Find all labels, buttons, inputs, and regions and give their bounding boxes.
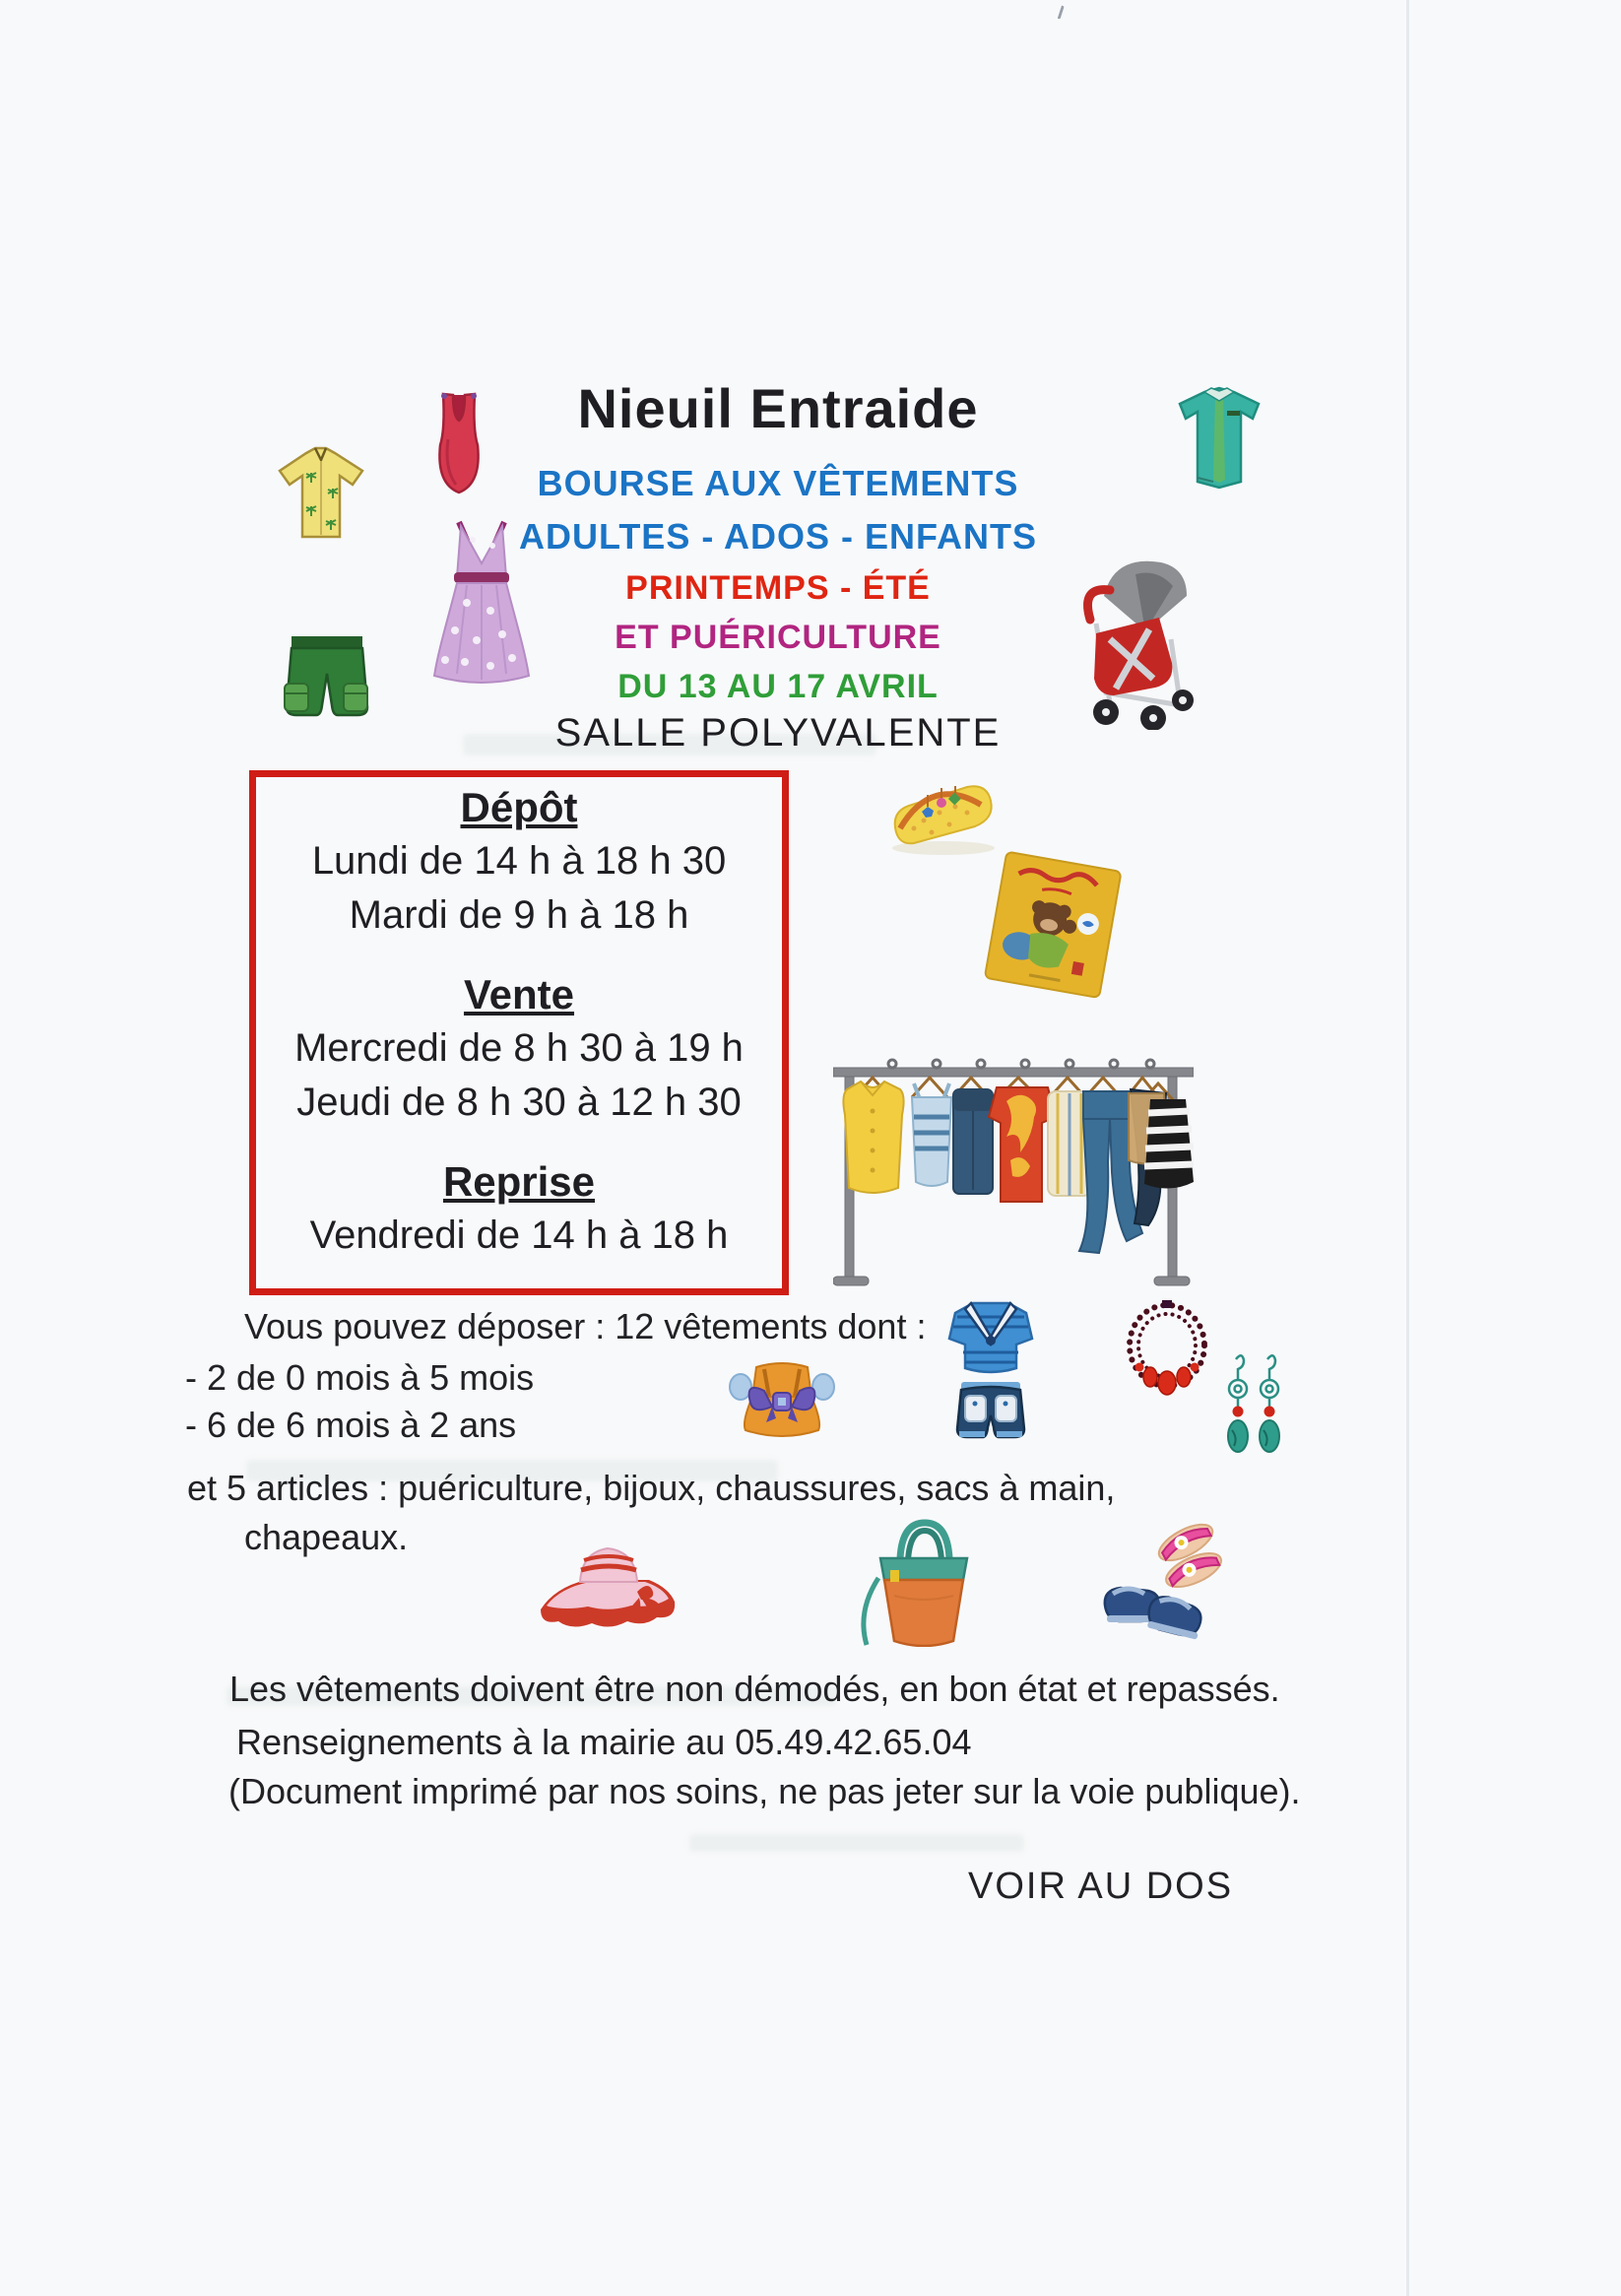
schedule-line: Vendredi de 14 h à 18 h bbox=[309, 1214, 729, 1257]
scan-mark-artifact bbox=[1048, 2, 1065, 19]
schedule-heading: Dépôt bbox=[460, 784, 578, 830]
cargo-shorts-icon bbox=[279, 632, 375, 725]
deposit-intro: Vous pouvez déposer : 12 vêtements dont : bbox=[244, 1306, 927, 1346]
schedule-line: Mardi de 9 h à 18 h bbox=[349, 893, 689, 937]
bead-necklace-icon bbox=[1116, 1296, 1218, 1414]
schedule-line: Mercredi de 8 h 30 à 19 h bbox=[294, 1026, 744, 1070]
back-note: VOIR AU DOS bbox=[968, 1866, 1234, 1907]
deposit-articles-cont: chapeaux. bbox=[244, 1517, 409, 1557]
schedule-line: Jeudi de 8 h 30 à 12 h 30 bbox=[296, 1081, 742, 1124]
footer-contact: Renseignements à la mairie au 05.49.42.65.04 bbox=[236, 1722, 972, 1762]
deposit-bullet: - 2 de 0 mois à 5 mois bbox=[185, 1357, 535, 1398]
subtitle-season: PRINTEMPS - ÉTÉ bbox=[625, 569, 931, 607]
subtitle-bourse: BOURSE AUX VÊTEMENTS bbox=[537, 463, 1019, 503]
schedule-line: Lundi de 14 h à 18 h 30 bbox=[311, 839, 727, 883]
footer-condition: Les vêtements doivent être non démodés, en bon état et repassés. bbox=[229, 1669, 1280, 1709]
schedule-heading: Vente bbox=[463, 971, 575, 1017]
schedule-group-vente bbox=[256, 968, 782, 1130]
scan-streak-artifact bbox=[1406, 0, 1409, 2296]
footer-legal: (Document imprimé par nos soins, ne pas jeter sur la voie publique). bbox=[228, 1771, 1301, 1811]
schedule-heading: Reprise bbox=[442, 1158, 596, 1205]
sun-hat-icon bbox=[535, 1537, 681, 1643]
childrens-book-icon bbox=[982, 849, 1126, 1002]
clothes-rack-icon bbox=[833, 1042, 1194, 1302]
bleed-through-artifact bbox=[689, 1834, 1024, 1852]
subtitle-audience: ADULTES - ADOS - ENFANTS bbox=[519, 516, 1037, 557]
tank-top-icon bbox=[419, 390, 499, 500]
stroller-icon bbox=[1076, 545, 1202, 730]
earrings-icon bbox=[1224, 1351, 1287, 1470]
deposit-articles: et 5 articles : puériculture, bijoux, chaussures, sacs à main, bbox=[187, 1468, 1116, 1508]
sandals-icon bbox=[1099, 1515, 1225, 1647]
sailor-outfit-icon bbox=[936, 1295, 1046, 1463]
baby-play-gym-icon bbox=[884, 771, 1001, 856]
subtitle-puericulture: ET PUÉRICULTURE bbox=[615, 619, 941, 656]
schedule-group-depot bbox=[256, 781, 782, 943]
baby-dress-icon bbox=[727, 1355, 837, 1442]
deposit-bullet: - 6 de 6 mois à 2 ans bbox=[185, 1405, 517, 1445]
schedule-group-reprise bbox=[256, 1155, 782, 1263]
handbag-icon bbox=[849, 1517, 999, 1647]
polka-dot-dress-icon bbox=[421, 516, 542, 691]
teal-shirt-icon bbox=[1167, 384, 1271, 498]
page-title: Nieuil Entraide bbox=[577, 377, 979, 439]
schedule-box bbox=[249, 770, 789, 1295]
hawaiian-shirt-icon bbox=[274, 445, 368, 546]
subtitle-dates: DU 13 AU 17 AVRIL bbox=[617, 668, 939, 705]
subtitle-venue: SALLE POLYVALENTE bbox=[554, 711, 1002, 754]
